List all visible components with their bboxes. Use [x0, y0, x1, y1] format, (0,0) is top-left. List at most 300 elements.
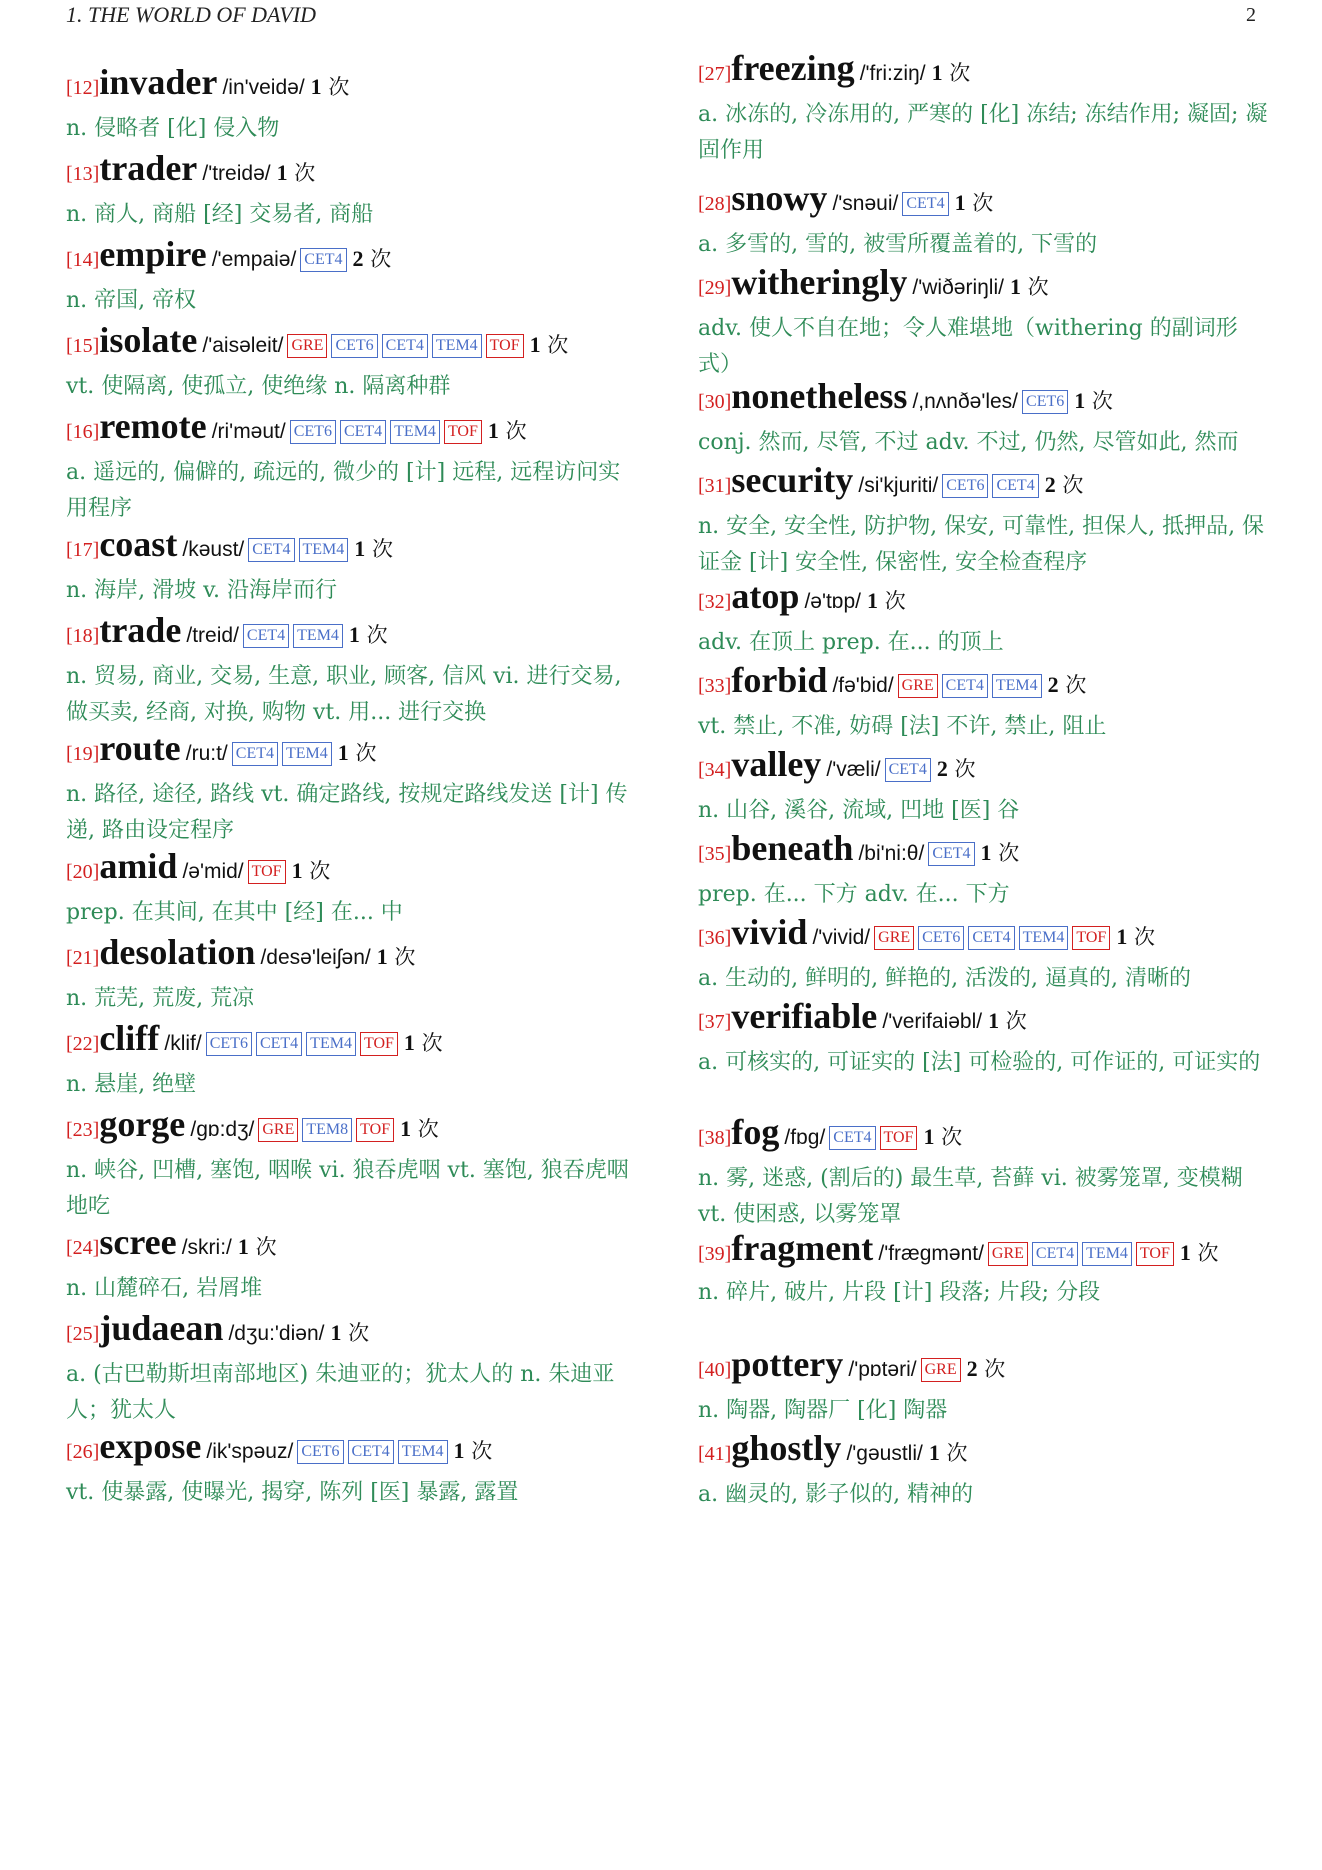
definition: n. 山麓碎石, 岩屑堆: [66, 1276, 263, 1301]
entry-number: [38]: [698, 1127, 732, 1149]
count-value: 1: [988, 1008, 1000, 1033]
phonetic: /fə'bid/: [832, 674, 894, 697]
definition: a. 生动的, 鲜明的, 鲜艳的, 活泼的, 逼真的, 清晰的: [698, 966, 1192, 991]
exam-tag-cet4: CET4: [1032, 1242, 1078, 1266]
entry-number: [15]: [66, 335, 100, 357]
word-entry: [698, 1112, 1268, 1233]
count-unit: 次: [370, 247, 392, 271]
exam-tag-tem8: TEM8: [302, 1118, 352, 1142]
exam-tag-tem4: TEM4: [282, 742, 332, 766]
word-entry: [66, 1018, 636, 1103]
definition: n. 商人, 商船 [经] 交易者, 商船: [66, 202, 374, 227]
count-unit: 次: [998, 841, 1020, 865]
exam-tag-gre: GRE: [874, 926, 914, 950]
headword: witheringly: [731, 262, 908, 302]
word-entry: [66, 524, 636, 609]
phonetic: /'wiðəriŋli/: [912, 276, 1004, 299]
phonetic: /ru:t/: [185, 742, 228, 765]
entry-headline: [698, 912, 1268, 959]
exam-tag-tof: TOF: [1072, 926, 1110, 950]
count-value: 1: [1009, 274, 1021, 299]
occurrence-count: [354, 537, 393, 561]
count-unit: 次: [1027, 275, 1049, 299]
headword: beneath: [731, 828, 854, 868]
count-value: 1: [1179, 1240, 1191, 1265]
definition: n. 海岸, 滑坡 v. 沿海岸而行: [66, 578, 337, 603]
headword: atop: [731, 576, 800, 616]
count-value: 1: [931, 60, 943, 85]
phonetic: /'væli/: [826, 758, 881, 781]
count-unit: 次: [1065, 673, 1087, 697]
definition: a. 可核实的, 可证实的 [法] 可检验的, 可作证的, 可证实的: [698, 1050, 1261, 1075]
count-value: 1: [237, 1234, 249, 1259]
entry-headline: [66, 728, 636, 775]
entry-headline: [66, 846, 636, 893]
count-value: 1: [310, 74, 322, 99]
definition: n. 路径, 途径, 路线 vt. 确定路线, 按规定路线发送 [计] 传递, 路由设定程序: [66, 782, 628, 843]
count-unit: 次: [946, 1441, 968, 1465]
headword: remote: [99, 406, 207, 446]
count-unit: 次: [294, 161, 316, 185]
headword: gorge: [99, 1104, 186, 1144]
entry-headline: [66, 1104, 636, 1151]
exam-tag-tem4: TEM4: [432, 334, 482, 358]
entry-headline: [66, 148, 636, 195]
count-unit: 次: [1134, 925, 1155, 949]
occurrence-count: [929, 1441, 968, 1465]
word-entry: [698, 1344, 1268, 1429]
entry-headline: [66, 62, 636, 109]
headword: expose: [99, 1426, 202, 1466]
headword: amid: [99, 846, 178, 886]
entry-number: [25]: [66, 1323, 100, 1345]
entry-number: [24]: [66, 1237, 100, 1259]
phonetic: /,nʌnðə'les/: [912, 390, 1019, 413]
entry-headline: [66, 234, 636, 281]
count-value: 2: [936, 756, 948, 781]
exam-tag-cet4: CET4: [902, 192, 948, 216]
entry-number: [28]: [698, 193, 732, 215]
headword: cliff: [99, 1018, 160, 1058]
headword: desolation: [99, 932, 256, 972]
phonetic: /si'kjuriti/: [858, 474, 939, 497]
headword: fragment: [731, 1228, 874, 1268]
definition: a. (古巴勒斯坦南部地区) 朱迪亚的；犹太人的 n. 朱迪亚人；犹太人: [66, 1362, 615, 1423]
entry-number: [37]: [698, 1011, 732, 1033]
headword: security: [731, 460, 854, 500]
definition: adv. 在顶上 prep. 在... 的顶上: [698, 630, 1004, 655]
count-unit: 次: [954, 757, 976, 781]
entry-headline: [66, 1222, 636, 1269]
entry-headline: [698, 48, 1268, 95]
exam-tag-gre: GRE: [898, 674, 938, 698]
occurrence-count: [937, 757, 976, 781]
headword: judaean: [99, 1308, 224, 1348]
definition: a. 多雪的, 雪的, 被雪所覆盖着的, 下雪的: [698, 232, 1098, 257]
occurrence-count: [1010, 275, 1049, 299]
exam-tag-cet4: CET4: [300, 248, 346, 272]
exam-tag-gre: GRE: [258, 1118, 298, 1142]
headword: trader: [99, 148, 198, 188]
entry-number: [16]: [66, 421, 100, 443]
phonetic: /'pɒtəri/: [848, 1358, 917, 1381]
headword: scree: [99, 1222, 177, 1262]
definition: a. 幽灵的, 影子似的, 精神的: [698, 1482, 974, 1507]
count-unit: 次: [984, 1357, 1006, 1381]
occurrence-count: [1045, 473, 1084, 497]
phonetic: /bi'ni:θ/: [858, 842, 925, 865]
phonetic: /klif/: [164, 1032, 202, 1055]
exam-tag-tem4: TEM4: [1019, 926, 1069, 950]
count-value: 1: [529, 332, 541, 357]
entry-number: [21]: [66, 947, 100, 969]
exam-tag-tof: TOF: [880, 1126, 918, 1150]
definition: adv. 使人不自在地；令人难堪地（withering 的副词形式）: [698, 316, 1238, 377]
occurrence-count: [967, 1357, 1006, 1381]
word-entry: [698, 48, 1268, 169]
count-unit: 次: [366, 623, 388, 647]
exam-tag-gre: GRE: [287, 334, 327, 358]
count-value: 1: [954, 190, 966, 215]
definition: n. 安全, 安全性, 防护物, 保安, 可靠性, 担保人, 抵押品, 保证金 [计] 安全性, 保密性, 安全检查程序: [698, 514, 1265, 575]
exam-tag-cet6: CET6: [331, 334, 377, 358]
definition: conj. 然而, 尽管, 不过 adv. 不过, 仍然, 尽管如此, 然而: [698, 430, 1239, 455]
entry-headline: [698, 262, 1268, 309]
definition: n. 荒芜, 荒废, 荒凉: [66, 986, 255, 1011]
entry-number: [39]: [698, 1243, 732, 1265]
phonetic: /ə'mid/: [182, 860, 244, 883]
count-unit: 次: [394, 945, 416, 969]
count-unit: 次: [421, 1031, 443, 1055]
entry-headline: [698, 576, 1268, 623]
phonetic: /'aisəleit/: [202, 334, 284, 357]
count-unit: 次: [505, 419, 527, 443]
occurrence-count: [400, 1117, 439, 1141]
count-value: 1: [928, 1440, 940, 1465]
definition: n. 帝国, 帝权: [66, 288, 197, 313]
occurrence-count: [1180, 1241, 1219, 1265]
count-value: 1: [867, 588, 878, 613]
entry-number: [32]: [698, 591, 732, 613]
phonetic: /'vivid/: [812, 926, 871, 949]
entry-headline: [66, 1018, 636, 1065]
phonetic: /'empaiə/: [211, 248, 297, 271]
count-unit: 次: [1062, 473, 1084, 497]
count-unit: 次: [371, 537, 393, 561]
occurrence-count: [530, 333, 569, 357]
exam-tag-cet4: CET4: [248, 538, 294, 562]
definition: prep. 在其间, 在其中 [经] 在... 中: [66, 900, 403, 925]
exam-tag-cet4: CET4: [348, 1440, 394, 1464]
word-entry: [66, 234, 636, 319]
count-value: 2: [1047, 672, 1059, 697]
exam-tag-tof: TOF: [360, 1032, 398, 1056]
entry-headline: [698, 178, 1268, 225]
exam-tag-cet4: CET4: [243, 624, 289, 648]
count-value: 1: [1116, 924, 1128, 949]
exam-tag-cet4: CET4: [968, 926, 1014, 950]
entry-headline: [66, 610, 636, 657]
count-value: 1: [376, 944, 388, 969]
occurrence-count: [277, 161, 316, 185]
word-entry: [698, 1428, 1268, 1513]
entry-number: [35]: [698, 843, 732, 865]
headword: isolate: [99, 320, 198, 360]
count-value: 1: [453, 1438, 465, 1463]
entry-headline: [698, 460, 1268, 507]
word-entry: [66, 1426, 636, 1511]
phonetic: /fɒg/: [784, 1126, 826, 1149]
headword: freezing: [731, 48, 855, 88]
phonetic: /'gəustli/: [846, 1442, 923, 1465]
count-unit: 次: [1091, 389, 1113, 413]
count-unit: 次: [417, 1117, 439, 1141]
phonetic: /ri'məut/: [211, 420, 286, 443]
count-unit: 次: [471, 1439, 493, 1463]
entry-number: [40]: [698, 1359, 732, 1381]
count-unit: 次: [1197, 1241, 1219, 1265]
count-value: 1: [1074, 388, 1086, 413]
exam-tag-gre: GRE: [988, 1242, 1028, 1266]
entry-number: [31]: [698, 475, 732, 497]
entry-headline: [698, 1112, 1268, 1159]
count-unit: 次: [355, 741, 377, 765]
occurrence-count: [238, 1235, 277, 1259]
phonetic: /desə'leiʃən/: [260, 946, 371, 969]
entry-number: [14]: [66, 249, 100, 271]
occurrence-count: [330, 1321, 369, 1345]
exam-tag-cet4: CET4: [232, 742, 278, 766]
word-entry: [66, 846, 636, 931]
exam-tag-tem4: TEM4: [390, 420, 440, 444]
headword: ghostly: [731, 1428, 842, 1468]
entry-number: [22]: [66, 1033, 100, 1055]
entry-headline: [66, 320, 636, 367]
count-unit: 次: [941, 1125, 963, 1149]
count-unit: 次: [547, 333, 569, 357]
count-unit: 次: [884, 589, 906, 613]
occurrence-count: [1048, 673, 1087, 697]
definition: vt. 禁止, 不准, 妨碍 [法] 不许, 禁止, 阻止: [698, 714, 1107, 739]
definition: n. 碎片, 破片, 片段 [计] 段落; 片段; 分段: [698, 1280, 1101, 1305]
entry-number: [36]: [698, 927, 732, 949]
exam-tag-cet4: CET4: [340, 420, 386, 444]
occurrence-count: [488, 419, 527, 443]
occurrence-count: [338, 741, 377, 765]
count-value: 1: [487, 418, 499, 443]
headword: route: [99, 728, 181, 768]
exam-tag-tem4: TEM4: [398, 1440, 448, 1464]
word-entry: [698, 912, 1268, 997]
headword: nonetheless: [731, 376, 908, 416]
entry-number: [26]: [66, 1441, 100, 1463]
headword: valley: [731, 744, 822, 784]
headword: snowy: [731, 178, 828, 218]
definition: n. 山谷, 溪谷, 流域, 凹地 [医] 谷: [698, 798, 1020, 823]
phonetic: /treid/: [186, 624, 239, 647]
entry-number: [30]: [698, 391, 732, 413]
entry-number: [18]: [66, 625, 100, 647]
exam-tag-cet4: CET4: [382, 334, 428, 358]
entry-headline: [698, 1230, 1268, 1273]
entry-number: [34]: [698, 759, 732, 781]
occurrence-count: [981, 841, 1020, 865]
entry-number: [19]: [66, 743, 100, 765]
headword: invader: [99, 62, 218, 102]
phonetic: /skri:/: [181, 1236, 232, 1259]
entry-headline: [698, 1428, 1268, 1475]
exam-tag-gre: GRE: [921, 1358, 961, 1382]
occurrence-count: [349, 623, 388, 647]
entry-headline: [698, 1344, 1268, 1391]
phonetic: /in'veidə/: [222, 76, 305, 99]
occurrence-count: [353, 247, 392, 271]
occurrence-count: [988, 1009, 1027, 1033]
count-value: 1: [276, 160, 288, 185]
count-unit: 次: [972, 191, 994, 215]
occurrence-count: [454, 1439, 493, 1463]
exam-tag-tem4: TEM4: [299, 538, 349, 562]
word-entry: [698, 576, 1268, 661]
count-value: 1: [400, 1116, 412, 1141]
exam-tag-tem4: TEM4: [1082, 1242, 1132, 1266]
entry-headline: [698, 828, 1268, 875]
occurrence-count: [923, 1125, 962, 1149]
exam-tag-cet4: CET4: [256, 1032, 302, 1056]
headword: vivid: [731, 912, 808, 952]
phonetic: /gɒ:dʒ/: [190, 1118, 255, 1141]
headword: fog: [731, 1112, 780, 1152]
occurrence-count: [932, 61, 971, 85]
occurrence-count: [955, 191, 994, 215]
count-value: 1: [403, 1030, 415, 1055]
word-entry: [698, 744, 1268, 829]
phonetic: /dʒu:'diən/: [228, 1322, 325, 1345]
word-entry: [66, 148, 636, 233]
exam-tag-cet6: CET6: [206, 1032, 252, 1056]
word-entry: [66, 406, 636, 527]
exam-tag-cet4: CET4: [942, 674, 988, 698]
count-unit: 次: [348, 1321, 370, 1345]
headword: pottery: [731, 1344, 844, 1384]
word-entry: [66, 932, 636, 1017]
phonetic: /kəust/: [182, 538, 245, 561]
exam-tag-cet6: CET6: [1022, 390, 1068, 414]
entry-number: [27]: [698, 63, 732, 85]
definition: a. 遥远的, 偏僻的, 疏远的, 微少的 [计] 远程, 远程访问实用程序: [66, 460, 621, 521]
definition: n. 陶器, 陶器厂 [化] 陶器: [698, 1398, 948, 1423]
entry-headline: [698, 660, 1268, 707]
entry-headline: [698, 376, 1268, 423]
entry-headline: [66, 406, 636, 453]
word-entry: [66, 728, 636, 849]
exam-tag-cet4: CET4: [829, 1126, 875, 1150]
word-entry: [698, 262, 1268, 383]
phonetic: /'treidə/: [202, 162, 271, 185]
page-number: 2: [1246, 4, 1256, 26]
exam-tag-tem4: TEM4: [992, 674, 1042, 698]
count-value: 1: [330, 1320, 342, 1345]
occurrence-count: [404, 1031, 443, 1055]
exam-tag-cet6: CET6: [297, 1440, 343, 1464]
entry-number: [13]: [66, 163, 100, 185]
exam-tag-tof: TOF: [356, 1118, 394, 1142]
exam-tag-tof: TOF: [486, 334, 524, 358]
entry-number: [17]: [66, 539, 100, 561]
count-unit: 次: [309, 859, 331, 883]
entry-headline: [698, 996, 1268, 1043]
headword: empire: [99, 234, 207, 274]
word-entry: [66, 1104, 636, 1225]
exam-tag-cet4: CET4: [928, 842, 974, 866]
word-entry: [698, 1230, 1268, 1311]
occurrence-count: [377, 945, 416, 969]
entry-headline: [66, 932, 636, 979]
exam-tag-cet4: CET4: [992, 474, 1038, 498]
count-unit: 次: [255, 1235, 277, 1259]
exam-tag-tof: TOF: [444, 420, 482, 444]
exam-tag-tof: TOF: [1136, 1242, 1174, 1266]
entry-headline: [66, 1426, 636, 1473]
entry-headline: [66, 1308, 636, 1355]
exam-tag-tem4: TEM4: [293, 624, 343, 648]
count-value: 1: [291, 858, 303, 883]
occurrence-count: [1116, 925, 1155, 949]
count-value: 1: [337, 740, 349, 765]
exam-tag-tem4: TEM4: [306, 1032, 356, 1056]
count-unit: 次: [949, 61, 971, 85]
phonetic: /'frægmənt/: [878, 1242, 984, 1265]
definition: vt. 使暴露, 使曝光, 揭穿, 陈列 [医] 暴露, 露置: [66, 1480, 519, 1505]
phonetic: /ik'spəuz/: [206, 1440, 294, 1463]
word-entry: [698, 376, 1268, 461]
word-entry: [698, 996, 1268, 1081]
count-unit: 次: [1005, 1009, 1027, 1033]
entry-number: [29]: [698, 277, 732, 299]
occurrence-count: [292, 859, 331, 883]
count-value: 2: [352, 246, 364, 271]
word-entry: [66, 610, 636, 731]
count-value: 1: [354, 536, 366, 561]
entry-number: [41]: [698, 1443, 732, 1465]
phonetic: /'snəui/: [832, 192, 899, 215]
exam-tag-tof: TOF: [248, 860, 286, 884]
definition: prep. 在... 下方 adv. 在... 下方: [698, 882, 1010, 907]
definition: a. 冰冻的, 冷冻用的, 严寒的 [化] 冻结; 冻结作用; 凝固; 凝固作用: [698, 102, 1268, 163]
word-entry: [66, 320, 636, 405]
word-entry: [66, 1222, 636, 1307]
definition: n. 贸易, 商业, 交易, 生意, 职业, 顾客, 信风 vi. 进行交易, 做买卖, 经商, 对换, 购物 vt. 用... 进行交换: [66, 664, 622, 725]
count-value: 1: [923, 1124, 935, 1149]
word-entry: [698, 828, 1268, 913]
phonetic: /ə'tɒp/: [804, 590, 861, 613]
word-entry: [698, 178, 1268, 263]
occurrence-count: [1074, 389, 1113, 413]
count-unit: 次: [328, 75, 350, 99]
occurrence-count: [311, 75, 350, 99]
headword: verifiable: [731, 996, 878, 1036]
count-value: 2: [966, 1356, 978, 1381]
entry-headline: [698, 744, 1268, 791]
entry-number: [20]: [66, 861, 100, 883]
headword: forbid: [731, 660, 828, 700]
entry-headline: [66, 524, 636, 571]
definition: n. 雾, 迷惑, (割后的) 最生草, 苔藓 vi. 被雾笼罩, 变模糊 vt. 使困惑, 以雾笼罩: [698, 1166, 1243, 1227]
exam-tag-cet6: CET6: [290, 420, 336, 444]
word-entry: [698, 460, 1268, 581]
word-entry: [66, 1308, 636, 1429]
exam-tag-cet4: CET4: [885, 758, 931, 782]
